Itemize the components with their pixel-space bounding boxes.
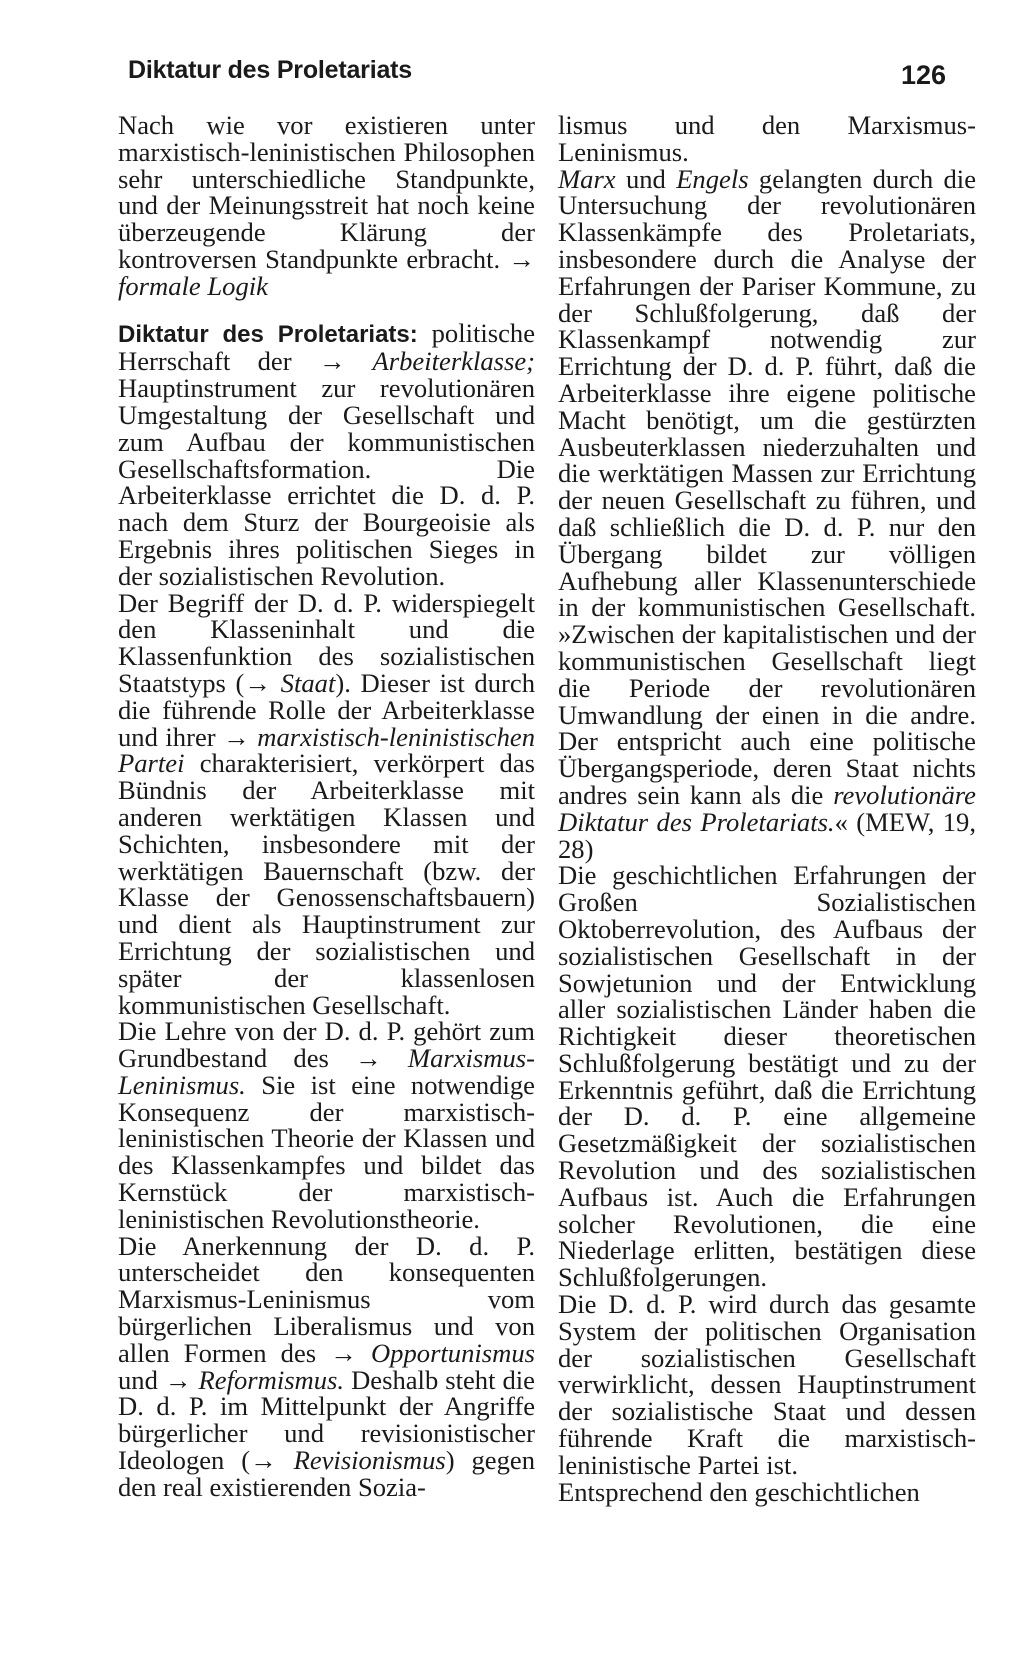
entry-definition xyxy=(118,317,536,591)
paragraph-prev-entry-end xyxy=(118,112,535,300)
paragraph-class-content xyxy=(118,587,535,1020)
paragraph-text: Die Lehre von der D. d. P. gehört zum Grundbestand des xyxy=(118,1016,535,1074)
paragraph-text: Die Anerkennung der D. d. P. unterscheidet den konsequenten Marxismus-Leninismus vom bürgerlichen Liberalismus und von allen Formen des xyxy=(118,1230,535,1368)
paragraph-text: « (MEW, 19, 28) xyxy=(558,806,976,864)
cross-reference: → Arbeiterklasse; xyxy=(319,346,536,377)
paragraph-text: Der Begriff der D. d. P. widerspiegelt den Klasseninhalt und die Klassenfunktion des sozialistischen Staatstyps ( xyxy=(118,587,535,698)
person-name: Engels xyxy=(676,163,749,194)
cross-reference: → Marxismus-Leninismus. xyxy=(118,1043,535,1100)
quoted-emphasis: revolutionäre Diktatur des Proletariats. xyxy=(558,779,976,837)
paragraph-text: Sie ist eine notwendige Konsequenz der marxistisch-leninistischen Theorie der Klassen und des Klassenkampfes und bildet das Kernstück der marxistisch-leninistischen Revolutionstheorie. xyxy=(118,1069,535,1234)
paragraph-text: Nach wie vor existieren unter marxistisch-leninistischen Philosophen sehr unterschiedliche Standpunkte, und der Meinungsstreit hat noch keine überzeugende Klärung der kontroversen Standpunkte erbracht. xyxy=(118,110,535,274)
entry-gap xyxy=(118,300,535,320)
paragraph-historical-experience xyxy=(558,862,976,1291)
paragraph-text: Die geschichtlichen Erfahrungen der Großen Sozialistischen Oktoberrevolution, des Aufbaus der sozialistischen Gesellschaft in der Sowjetunion und der Entwicklung aller sozialistischen Länder haben die Richtigkeit dieser theoretischen Schlußfolgerung bestätigt und zu der Erkenntnis geführt, daß die Errichtung der D. d. P. eine allgemeine Gesetzmäßigkeit der sozialistischen Revolution und des sozialistischen Aufbaus ist. Auch die Erfahrungen solcher Revolutionen, die eine Niederlage erlitten, bestätigen diese Schlußfolgerungen. xyxy=(558,860,976,1293)
running-title: Diktatur des Proletariats xyxy=(128,56,412,84)
cross-reference: → marxistisch-leninistischen Partei xyxy=(118,721,535,779)
page-number: 126 xyxy=(900,60,946,90)
right-column xyxy=(558,112,976,1505)
cross-reference: → formale Logik xyxy=(118,243,535,301)
paragraph-text: und xyxy=(625,163,666,194)
paragraph-text: gelangten durch die Untersuchung der revolutionären Klassenkämpfe des Proletariats, insbesondere durch die Analyse der Erfahrungen der Pariser Kommune, zu der Schlußfolgerung, daß der Klassenkampf notwendig zur Errichtung der D. d. P. führt, daß die Arbeiterklasse ihre eigene politische Macht benötigt, um die gestürzten Ausbeuterklassen niederzuhalten und die werktätigen Massen zur Errichtung der neuen Gesellschaft zu führen, und daß schließlich die D. d. P. nur den Übergang bildet zur völligen Aufhebung aller Klassenunterschiede in der kommunistischen Gesellschaft. »Zwischen der kapitalistischen und der kommunistischen Gesellschaft liegt die Periode der revolutionären Umwandlung der einen in die andre. Der entspricht auch eine politische Übergangsperiode, deren Staat nichts andres sein kann als die xyxy=(558,163,977,810)
paragraph-doctrine xyxy=(118,1018,535,1232)
paragraph-text: charakterisiert, verkörpert das Bündnis der Arbeiterklasse mit anderen werktätigen Klassen und Schichten, insbesondere mit der werktätigen Bauernschaft (bzw. der Klasse der Genossenschaftsbauern) und dient als Hauptinstrument zur Errichtung der sozialistischen und später der klassenlosen kommunistischen Gesellschaft. xyxy=(118,748,535,1020)
paragraph-text: Entsprechend den geschichtlichen xyxy=(558,1476,920,1507)
paragraph-text: lismus und den Marxismus-Leninismus. xyxy=(558,110,976,167)
paragraph-closing xyxy=(558,1476,976,1507)
paragraph-text: ). Dieser ist durch die führende Rolle der Arbeiterklasse und ihrer xyxy=(118,667,535,752)
paragraph-political-system xyxy=(558,1291,976,1479)
paragraph-recognition xyxy=(118,1230,535,1502)
paragraph-continuation xyxy=(558,112,976,166)
paragraph-text: Deshalb steht die D. d. P. im Mittelpunkt der Angriffe bürgerlicher und revisionistischer Ideologen ( xyxy=(118,1364,535,1476)
cross-reference: → Reformismus. xyxy=(164,1364,345,1395)
paragraph-text: ) gegen den real existierenden Sozia- xyxy=(118,1445,535,1502)
paragraph-text: politische Herrschaft der xyxy=(118,317,535,377)
left-column xyxy=(118,112,535,1501)
paragraph-marx-engels xyxy=(558,163,977,864)
cross-reference: → Opportunismus xyxy=(330,1337,535,1368)
person-name: Marx xyxy=(558,163,616,194)
entry-headword: Diktatur des Proletariats: xyxy=(118,320,418,348)
paragraph-text: Hauptinstrument zur revolutionären Umgestaltung der Gesellschaft und zum Aufbau der kommunistischen Gesellschaftsformation. Die Arbeiterklasse errichtet die D. d. P. nach dem Sturz der Bourgeoisie als Ergebnis ihres politischen Sieges in der sozialistischen Revolution. xyxy=(118,373,535,591)
cross-reference: → Revisionismus xyxy=(250,1445,446,1476)
cross-reference: → Staat xyxy=(244,667,336,698)
paragraph-text: Die D. d. P. wird durch das gesamte System der politischen Organisation der sozialistischen Gesellschaft verwirklicht, dessen Hauptinstrument der sozialistische Staat und dessen führende Kraft die marxistisch-leninistische Partei ist. xyxy=(558,1289,976,1480)
paragraph-text: und xyxy=(118,1364,158,1395)
